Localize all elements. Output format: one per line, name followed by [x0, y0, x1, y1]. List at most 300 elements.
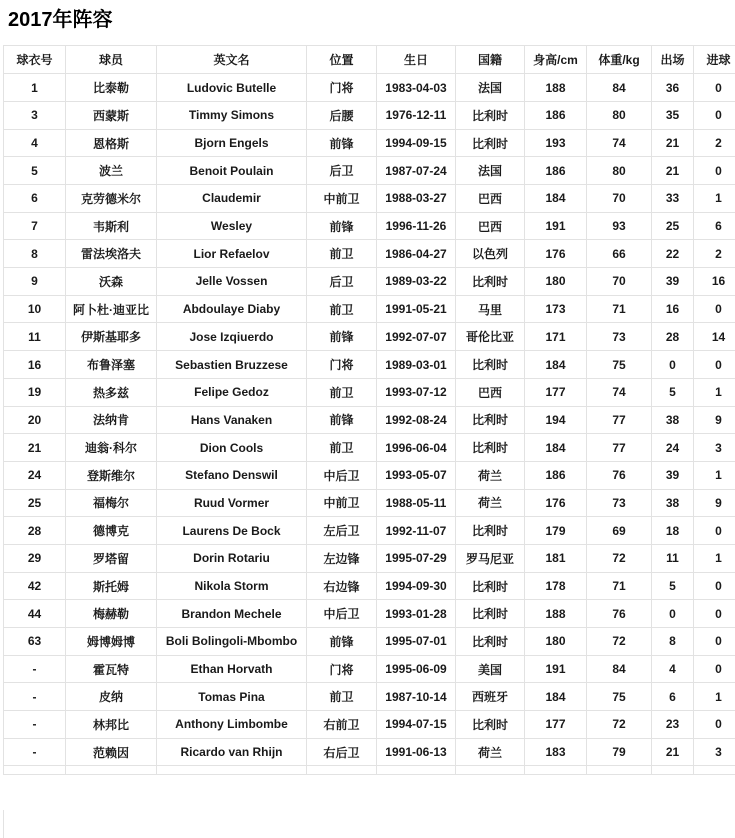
cell-goals: 0 — [694, 74, 735, 102]
cell-goals: 2 — [694, 240, 735, 268]
player-row — [4, 185, 735, 213]
cell-player: 波兰 — [66, 157, 157, 185]
cell-position: 后卫 — [307, 157, 377, 185]
cell-nationality: 罗马尼亚 — [456, 544, 525, 572]
cell-height_cm: 179 — [525, 517, 587, 545]
cell-weight_kg: 79 — [587, 738, 652, 766]
cell-weight_kg: 76 — [587, 600, 652, 628]
cell-appearances: 36 — [652, 74, 694, 102]
cell-jersey: - — [4, 683, 66, 711]
cell-height_cm: 184 — [525, 351, 587, 379]
cell-jersey: 16 — [4, 351, 66, 379]
cell-nationality: 比利时 — [456, 434, 525, 462]
cell-goals: 2 — [694, 129, 735, 157]
cell-name_en: Dion Cools — [157, 434, 307, 462]
cell-appearances: 39 — [652, 461, 694, 489]
cell-height_cm: 178 — [525, 572, 587, 600]
cell-goals: 16 — [694, 268, 735, 296]
cell-birthday: 1995-07-01 — [377, 628, 456, 656]
cell-jersey: 7 — [4, 212, 66, 240]
cell-name_en: Ruud Vormer — [157, 489, 307, 517]
cell-nationality: 比利时 — [456, 406, 525, 434]
cell-birthday: 1993-05-07 — [377, 461, 456, 489]
player-row — [4, 295, 735, 323]
cell-jersey: - — [4, 711, 66, 739]
cell-appearances: 35 — [652, 101, 694, 129]
cell-nationality: 比利时 — [456, 351, 525, 379]
cell-jersey: 63 — [4, 628, 66, 656]
empty-cell-appearances — [652, 766, 694, 775]
cell-goals: 1 — [694, 378, 735, 406]
cell-position: 中后卫 — [307, 600, 377, 628]
cell-appearances: 4 — [652, 655, 694, 683]
cell-position: 门将 — [307, 74, 377, 102]
cell-name_en: Laurens De Bock — [157, 517, 307, 545]
cell-appearances: 39 — [652, 268, 694, 296]
cell-goals: 1 — [694, 461, 735, 489]
cell-player: 伊斯基耶多 — [66, 323, 157, 351]
cell-weight_kg: 80 — [587, 157, 652, 185]
cell-name_en: Abdoulaye Diaby — [157, 295, 307, 323]
cell-goals: 6 — [694, 212, 735, 240]
empty-cell-goals — [694, 766, 735, 775]
cell-appearances: 38 — [652, 406, 694, 434]
empty-cell-position — [307, 766, 377, 775]
cell-name_en: Timmy Simons — [157, 101, 307, 129]
cell-weight_kg: 80 — [587, 101, 652, 129]
page-title: 2017年阵容 — [8, 9, 735, 32]
cell-nationality: 法国 — [456, 74, 525, 102]
cell-name_en: Brandon Mechele — [157, 600, 307, 628]
player-row — [4, 572, 735, 600]
cell-position: 前锋 — [307, 406, 377, 434]
player-row — [4, 655, 735, 683]
cell-nationality: 巴西 — [456, 378, 525, 406]
column-header-name_en: 英文名 — [157, 46, 307, 74]
cell-position: 右边锋 — [307, 572, 377, 600]
cell-name_en: Anthony Limbombe — [157, 711, 307, 739]
cell-birthday: 1988-05-11 — [377, 489, 456, 517]
cell-position: 左后卫 — [307, 517, 377, 545]
cell-name_en: Dorin Rotariu — [157, 544, 307, 572]
empty-cell-weight_kg — [587, 766, 652, 775]
cell-height_cm: 171 — [525, 323, 587, 351]
cell-height_cm: 186 — [525, 101, 587, 129]
cell-height_cm: 188 — [525, 600, 587, 628]
cell-nationality: 比利时 — [456, 628, 525, 656]
player-row — [4, 461, 735, 489]
cell-position: 前卫 — [307, 240, 377, 268]
cell-height_cm: 183 — [525, 738, 587, 766]
cell-birthday: 1992-11-07 — [377, 517, 456, 545]
cell-birthday: 1989-03-22 — [377, 268, 456, 296]
table-left-border-rule — [3, 810, 4, 838]
cell-player: 霍瓦特 — [66, 655, 157, 683]
cell-nationality: 荷兰 — [456, 738, 525, 766]
cell-weight_kg: 71 — [587, 572, 652, 600]
cell-name_en: Lior Refaelov — [157, 240, 307, 268]
cell-weight_kg: 72 — [587, 628, 652, 656]
cell-jersey: 19 — [4, 378, 66, 406]
cell-player: 比泰勒 — [66, 74, 157, 102]
cell-goals: 3 — [694, 738, 735, 766]
cell-weight_kg: 76 — [587, 461, 652, 489]
column-header-player: 球员 — [66, 46, 157, 74]
cell-goals: 0 — [694, 295, 735, 323]
cell-appearances: 18 — [652, 517, 694, 545]
cell-birthday: 1996-06-04 — [377, 434, 456, 462]
cell-player: 克劳德米尔 — [66, 185, 157, 213]
column-header-birthday: 生日 — [377, 46, 456, 74]
cell-weight_kg: 84 — [587, 74, 652, 102]
cell-nationality: 比利时 — [456, 268, 525, 296]
cell-appearances: 5 — [652, 572, 694, 600]
cell-position: 左边锋 — [307, 544, 377, 572]
cell-player: 恩格斯 — [66, 129, 157, 157]
cell-goals: 14 — [694, 323, 735, 351]
player-row — [4, 628, 735, 656]
cell-birthday: 1991-06-13 — [377, 738, 456, 766]
cell-nationality: 比利时 — [456, 517, 525, 545]
cell-weight_kg: 75 — [587, 683, 652, 711]
cell-appearances: 8 — [652, 628, 694, 656]
empty-cell-height_cm — [525, 766, 587, 775]
cell-birthday: 1989-03-01 — [377, 351, 456, 379]
cell-nationality: 比利时 — [456, 572, 525, 600]
cell-jersey: 1 — [4, 74, 66, 102]
cell-position: 中前卫 — [307, 489, 377, 517]
cell-jersey: 42 — [4, 572, 66, 600]
player-row — [4, 489, 735, 517]
cell-nationality: 美国 — [456, 655, 525, 683]
cell-player: 皮纳 — [66, 683, 157, 711]
cell-player: 法纳肯 — [66, 406, 157, 434]
player-row — [4, 240, 735, 268]
cell-player: 罗塔留 — [66, 544, 157, 572]
cell-goals: 3 — [694, 434, 735, 462]
cell-height_cm: 180 — [525, 268, 587, 296]
cell-name_en: Felipe Gedoz — [157, 378, 307, 406]
cell-jersey: 25 — [4, 489, 66, 517]
cell-player: 阿卜杜·迪亚比 — [66, 295, 157, 323]
cell-jersey: 20 — [4, 406, 66, 434]
cell-nationality: 比利时 — [456, 600, 525, 628]
player-row — [4, 323, 735, 351]
cell-player: 韦斯利 — [66, 212, 157, 240]
player-row — [4, 406, 735, 434]
player-row — [4, 544, 735, 572]
cell-birthday: 1994-09-30 — [377, 572, 456, 600]
cell-weight_kg: 74 — [587, 378, 652, 406]
cell-birthday: 1987-07-24 — [377, 157, 456, 185]
cell-nationality: 法国 — [456, 157, 525, 185]
cell-birthday: 1988-03-27 — [377, 185, 456, 213]
empty-cell-jersey — [4, 766, 66, 775]
cell-jersey: 24 — [4, 461, 66, 489]
player-row — [4, 212, 735, 240]
cell-name_en: Jelle Vossen — [157, 268, 307, 296]
column-header-nationality: 国籍 — [456, 46, 525, 74]
cell-weight_kg: 74 — [587, 129, 652, 157]
cell-height_cm: 191 — [525, 655, 587, 683]
cell-player: 沃森 — [66, 268, 157, 296]
column-header-height_cm: 身高/cm — [525, 46, 587, 74]
cell-nationality: 比利时 — [456, 101, 525, 129]
cell-jersey: 5 — [4, 157, 66, 185]
cell-name_en: Ricardo van Rhijn — [157, 738, 307, 766]
cell-nationality: 巴西 — [456, 185, 525, 213]
cell-position: 前卫 — [307, 434, 377, 462]
cell-position: 前卫 — [307, 683, 377, 711]
cell-name_en: Nikola Storm — [157, 572, 307, 600]
cell-birthday: 1994-07-15 — [377, 711, 456, 739]
cell-birthday: 1986-04-27 — [377, 240, 456, 268]
player-row — [4, 351, 735, 379]
cell-height_cm: 186 — [525, 461, 587, 489]
cell-nationality: 荷兰 — [456, 461, 525, 489]
cell-name_en: Jose Izqiuerdo — [157, 323, 307, 351]
cell-player: 雷法埃洛夫 — [66, 240, 157, 268]
cell-birthday: 1993-07-12 — [377, 378, 456, 406]
cell-weight_kg: 77 — [587, 406, 652, 434]
cell-position: 门将 — [307, 655, 377, 683]
cell-goals: 0 — [694, 655, 735, 683]
cell-name_en: Ethan Horvath — [157, 655, 307, 683]
column-header-goals: 进球 — [694, 46, 735, 74]
cell-name_en: Stefano Denswil — [157, 461, 307, 489]
cell-appearances: 33 — [652, 185, 694, 213]
cell-height_cm: 191 — [525, 212, 587, 240]
cell-name_en: Ludovic Butelle — [157, 74, 307, 102]
cell-height_cm: 184 — [525, 683, 587, 711]
cell-player: 热多兹 — [66, 378, 157, 406]
cell-goals: 9 — [694, 406, 735, 434]
cell-birthday: 1995-07-29 — [377, 544, 456, 572]
player-row — [4, 517, 735, 545]
cell-weight_kg: 75 — [587, 351, 652, 379]
cell-weight_kg: 73 — [587, 323, 652, 351]
cell-position: 右前卫 — [307, 711, 377, 739]
cell-player: 登斯维尔 — [66, 461, 157, 489]
cell-name_en: Wesley — [157, 212, 307, 240]
cell-position: 后腰 — [307, 101, 377, 129]
cell-position: 前锋 — [307, 628, 377, 656]
cell-height_cm: 194 — [525, 406, 587, 434]
player-row — [4, 157, 735, 185]
cell-goals: 1 — [694, 185, 735, 213]
cell-player: 迪翁·科尔 — [66, 434, 157, 462]
column-header-weight_kg: 体重/kg — [587, 46, 652, 74]
cell-height_cm: 173 — [525, 295, 587, 323]
cell-jersey: 28 — [4, 517, 66, 545]
cell-jersey: 11 — [4, 323, 66, 351]
cell-jersey: 4 — [4, 129, 66, 157]
column-header-jersey: 球衣号 — [4, 46, 66, 74]
cell-player: 林邦比 — [66, 711, 157, 739]
cell-height_cm: 186 — [525, 157, 587, 185]
cell-appearances: 21 — [652, 738, 694, 766]
cell-appearances: 22 — [652, 240, 694, 268]
cell-goals: 0 — [694, 711, 735, 739]
cell-weight_kg: 93 — [587, 212, 652, 240]
cell-height_cm: 177 — [525, 711, 587, 739]
cell-position: 前锋 — [307, 129, 377, 157]
cell-jersey: 44 — [4, 600, 66, 628]
player-row — [4, 268, 735, 296]
cell-appearances: 25 — [652, 212, 694, 240]
header-row — [4, 46, 735, 74]
empty-cell-player — [66, 766, 157, 775]
cell-weight_kg: 70 — [587, 268, 652, 296]
empty-row — [4, 766, 735, 775]
cell-name_en: Claudemir — [157, 185, 307, 213]
cell-appearances: 5 — [652, 378, 694, 406]
cell-birthday: 1987-10-14 — [377, 683, 456, 711]
cell-nationality: 马里 — [456, 295, 525, 323]
cell-height_cm: 176 — [525, 240, 587, 268]
cell-jersey: 21 — [4, 434, 66, 462]
cell-goals: 0 — [694, 101, 735, 129]
player-row — [4, 74, 735, 102]
cell-player: 姆博姆博 — [66, 628, 157, 656]
player-row — [4, 434, 735, 462]
cell-position: 前卫 — [307, 378, 377, 406]
cell-appearances: 0 — [652, 600, 694, 628]
cell-name_en: Bjorn Engels — [157, 129, 307, 157]
cell-player: 斯托姆 — [66, 572, 157, 600]
cell-nationality: 以色列 — [456, 240, 525, 268]
cell-goals: 0 — [694, 600, 735, 628]
cell-height_cm: 188 — [525, 74, 587, 102]
cell-name_en: Boli Bolingoli-Mbombo — [157, 628, 307, 656]
cell-position: 右后卫 — [307, 738, 377, 766]
cell-position: 中前卫 — [307, 185, 377, 213]
cell-appearances: 23 — [652, 711, 694, 739]
cell-goals: 0 — [694, 517, 735, 545]
cell-weight_kg: 71 — [587, 295, 652, 323]
cell-goals: 1 — [694, 544, 735, 572]
cell-birthday: 1992-08-24 — [377, 406, 456, 434]
cell-height_cm: 193 — [525, 129, 587, 157]
cell-position: 前锋 — [307, 323, 377, 351]
roster-table-container — [3, 45, 735, 775]
player-row — [4, 129, 735, 157]
empty-cell-birthday — [377, 766, 456, 775]
cell-weight_kg: 72 — [587, 711, 652, 739]
cell-weight_kg: 66 — [587, 240, 652, 268]
cell-goals: 0 — [694, 351, 735, 379]
cell-weight_kg: 69 — [587, 517, 652, 545]
cell-position: 门将 — [307, 351, 377, 379]
cell-weight_kg: 77 — [587, 434, 652, 462]
cell-appearances: 38 — [652, 489, 694, 517]
cell-height_cm: 180 — [525, 628, 587, 656]
column-header-appearances: 出场 — [652, 46, 694, 74]
player-row — [4, 101, 735, 129]
cell-birthday: 1993-01-28 — [377, 600, 456, 628]
cell-weight_kg: 73 — [587, 489, 652, 517]
cell-name_en: Sebastien Bruzzese — [157, 351, 307, 379]
cell-position: 前锋 — [307, 212, 377, 240]
cell-nationality: 荷兰 — [456, 489, 525, 517]
cell-name_en: Tomas Pina — [157, 683, 307, 711]
cell-player: 西蒙斯 — [66, 101, 157, 129]
cell-player: 福梅尔 — [66, 489, 157, 517]
cell-appearances: 28 — [652, 323, 694, 351]
cell-jersey: - — [4, 655, 66, 683]
cell-appearances: 11 — [652, 544, 694, 572]
cell-weight_kg: 84 — [587, 655, 652, 683]
cell-goals: 0 — [694, 157, 735, 185]
empty-cell-name_en — [157, 766, 307, 775]
column-header-position: 位置 — [307, 46, 377, 74]
cell-jersey: 10 — [4, 295, 66, 323]
empty-cell-nationality — [456, 766, 525, 775]
player-row — [4, 711, 735, 739]
cell-appearances: 16 — [652, 295, 694, 323]
cell-jersey: - — [4, 738, 66, 766]
cell-nationality: 巴西 — [456, 212, 525, 240]
cell-jersey: 6 — [4, 185, 66, 213]
cell-appearances: 6 — [652, 683, 694, 711]
cell-nationality: 比利时 — [456, 711, 525, 739]
cell-appearances: 21 — [652, 157, 694, 185]
cell-position: 后卫 — [307, 268, 377, 296]
cell-jersey: 8 — [4, 240, 66, 268]
cell-jersey: 29 — [4, 544, 66, 572]
cell-height_cm: 176 — [525, 489, 587, 517]
player-row — [4, 600, 735, 628]
cell-goals: 0 — [694, 572, 735, 600]
cell-player: 布鲁泽塞 — [66, 351, 157, 379]
cell-height_cm: 177 — [525, 378, 587, 406]
roster-table — [3, 45, 735, 775]
player-row — [4, 683, 735, 711]
cell-height_cm: 184 — [525, 434, 587, 462]
cell-jersey: 9 — [4, 268, 66, 296]
cell-appearances: 0 — [652, 351, 694, 379]
cell-player: 德博克 — [66, 517, 157, 545]
cell-position: 前卫 — [307, 295, 377, 323]
cell-nationality: 哥伦比亚 — [456, 323, 525, 351]
cell-nationality: 比利时 — [456, 129, 525, 157]
cell-goals: 9 — [694, 489, 735, 517]
cell-birthday: 1995-06-09 — [377, 655, 456, 683]
cell-name_en: Benoit Poulain — [157, 157, 307, 185]
cell-weight_kg: 70 — [587, 185, 652, 213]
cell-player: 范赖因 — [66, 738, 157, 766]
cell-birthday: 1992-07-07 — [377, 323, 456, 351]
cell-appearances: 21 — [652, 129, 694, 157]
cell-height_cm: 184 — [525, 185, 587, 213]
cell-height_cm: 181 — [525, 544, 587, 572]
cell-birthday: 1996-11-26 — [377, 212, 456, 240]
cell-appearances: 24 — [652, 434, 694, 462]
player-row — [4, 738, 735, 766]
cell-birthday: 1976-12-11 — [377, 101, 456, 129]
cell-weight_kg: 72 — [587, 544, 652, 572]
cell-goals: 0 — [694, 628, 735, 656]
cell-name_en: Hans Vanaken — [157, 406, 307, 434]
cell-birthday: 1994-09-15 — [377, 129, 456, 157]
cell-jersey: 3 — [4, 101, 66, 129]
cell-position: 中后卫 — [307, 461, 377, 489]
cell-player: 梅赫勒 — [66, 600, 157, 628]
player-row — [4, 378, 735, 406]
cell-birthday: 1983-04-03 — [377, 74, 456, 102]
cell-nationality: 西班牙 — [456, 683, 525, 711]
cell-goals: 1 — [694, 683, 735, 711]
